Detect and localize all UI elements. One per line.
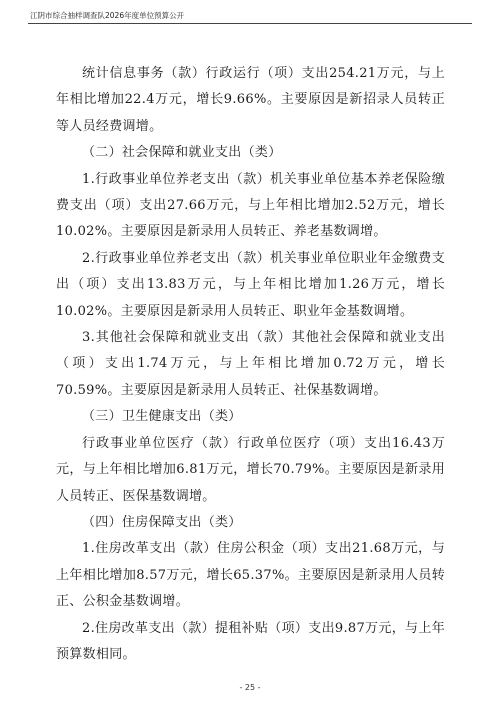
page-number: - 25 - bbox=[239, 683, 261, 692]
section-heading-social-security: （二）社会保障和就业支出（类） bbox=[82, 145, 282, 161]
paragraph-medical: 行政事业单位医疗（款）行政单位医疗（项）支出16.43万元，与上年相比增加6.81万元，增长70.79%。主要原因是新录用人员转正、医保基数调增。 bbox=[56, 435, 445, 504]
paragraph-statistics-admin: 统计信息事务（款）行政运行（项）支出254.21万元，与上年相比增加22.4万元，增长9.66%。主要原因是新招录人员转正等人员经费调增。 bbox=[56, 66, 445, 134]
section-heading-health: （三）卫生健康支出（类） bbox=[82, 409, 242, 425]
paragraph-other-social-security: 3.其他社会保障和就业支出（款）其他社会保障和就业支出（项）支出1.74万元，与上年相比增加0.72万元，增长70.59%。主要原因是新录用人员转正、社保基数调增。 bbox=[56, 330, 445, 398]
paragraph-rent-subsidy: 2.住房改革支出（款）提租补贴（项）支出9.87万元，与上年预算数相同。 bbox=[56, 620, 445, 662]
section-heading-housing: （四）住房保障支出（类） bbox=[82, 514, 242, 530]
document-body bbox=[56, 61, 445, 668]
header-divider bbox=[28, 23, 472, 24]
paragraph-occupational-annuity: 2.行政事业单位养老支出（款）机关事业单位职业年金缴费支出（项）支出13.83万元，与上年相比增加1.26万元，增长10.02%。主要原因是新录用人员转正、职业年金基数调增。 bbox=[56, 250, 445, 319]
paragraph-basic-pension: 1.行政事业单位养老支出（款）机关事业单位基本养老保险缴费支出（项）支出27.66万元，与上年相比增加2.52万元，增长10.02%。主要原因是新录用人员转正、养老基数调增。 bbox=[56, 171, 445, 240]
page-header-title: 江阴市综合抽样调查队2026年度单位预算公开 bbox=[30, 11, 185, 20]
paragraph-housing-fund: 1.住房改革支出（款）住房公积金（项）支出21.68万元，与上年相比增加8.57万元，增长65.37%。主要原因是新录用人员转正、公积金基数调增。 bbox=[56, 541, 445, 610]
